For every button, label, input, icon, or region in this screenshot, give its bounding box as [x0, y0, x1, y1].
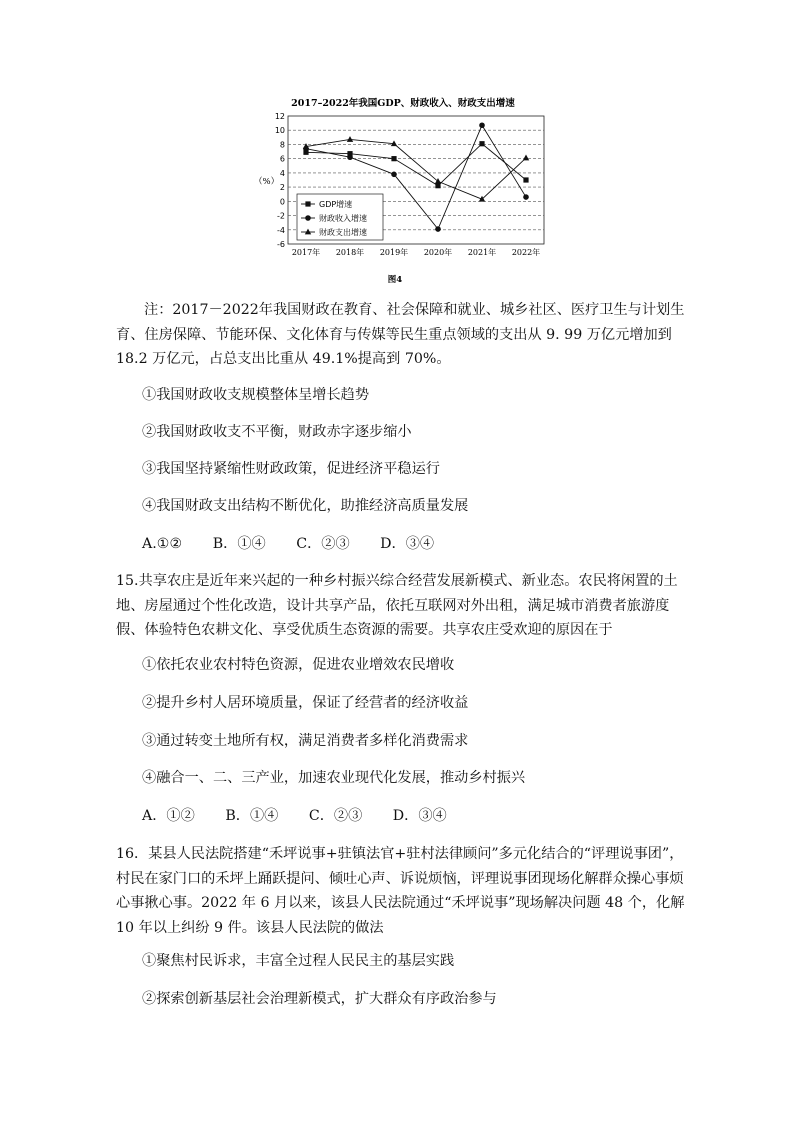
gdp-fiscal-chart [248, 96, 558, 286]
q15-stem: 15.共享农庄是近年来兴起的一种乡村振兴综合经营发展新模式、新业态。农民将闲置的土地、房屋通过个性化改造，设计共享产品，依托互联网对外出租，满足城市消费者旅游度假、体验特色农耕文化、享受优质生态资源的需要。共享农庄受欢迎的原因在于 [116, 573, 678, 638]
legend-label: 财政支出增速 [319, 228, 367, 237]
y-axis-label: （%） [254, 177, 280, 187]
x-tick-label: 2018年 [335, 248, 365, 257]
series-1-point [479, 141, 484, 146]
series-3-point [523, 155, 529, 161]
q14-option-3: ③我国坚持紧缩性财政政策，促进经济平稳运行 [142, 461, 440, 477]
q14-option-1: ①我国财政收支规模整体呈增长趋势 [142, 387, 370, 403]
q15-option-2: ②提升乡村人居环境质量，保证了经营者的经济收益 [142, 695, 469, 711]
series-2-point [479, 122, 485, 128]
q15-option-4: ④融合一、二、三产业，加速农业现代化发展，推动乡村振兴 [142, 770, 526, 786]
q15-choice-b[interactable]: B．①④ [225, 808, 279, 824]
x-tick-label: 2020年 [423, 248, 453, 257]
q14-choice-a[interactable]: A.①② [142, 536, 183, 552]
q15-option-3: ③通过转变土地所有权，满足消费者多样化消费需求 [142, 733, 469, 749]
x-tick-label: 2019年 [379, 248, 409, 257]
q14-option-2: ②我国财政收支不平衡，财政赤字逐步缩小 [142, 424, 412, 440]
chart-title: 2017–2022年我国GDP、财政收入、财政支出增速 [291, 98, 515, 109]
series-line-1 [306, 144, 526, 186]
legend-marker [305, 215, 311, 221]
series-2-point [523, 194, 529, 200]
note-paragraph: 注：2017－2022年我国财政在教育、社会保障和就业、城乡社区、医疗卫生与计划生育、住房保障、节能环保、文化体育与传媒等民生重点领域的支出从 9. 99 万亿元增加到18.2 万亿元，占总支出比重从 49.1%提高到 70%。 [116, 302, 685, 367]
x-tick-label: 2022年 [511, 248, 541, 257]
series-2-point [347, 154, 353, 160]
x-tick-label: 2017年 [291, 248, 321, 257]
figure-caption: 图4 [387, 275, 403, 285]
series-3-point [347, 136, 353, 142]
y-tick-label: 0 [279, 197, 285, 207]
x-tick-label: 2021年 [467, 248, 497, 257]
legend-label: 财政收入增速 [319, 214, 367, 223]
q14-choice-d[interactable]: D．③④ [380, 536, 435, 552]
series-3-point [435, 178, 441, 184]
y-tick-label: -6 [277, 240, 285, 249]
series-1-point [435, 183, 440, 188]
q15-choices [142, 805, 473, 827]
series-1-point [391, 156, 396, 161]
series-1-point [523, 177, 528, 182]
chart-svg [248, 96, 558, 286]
q16-option-2: ②探索创新基层社会治理新模式，扩大群众有序政治参与 [142, 991, 497, 1007]
series-2-point [391, 172, 397, 178]
q14-option-4: ④我国财政支出结构不断优化，助推经济高质量发展 [142, 498, 469, 514]
q15-choice-c[interactable]: C．②③ [308, 808, 363, 824]
legend-marker [305, 201, 310, 206]
legend-label: GDP增速 [319, 200, 353, 209]
series-line-3 [306, 139, 526, 199]
y-tick-label: -4 [277, 225, 285, 235]
q15-choice-a[interactable]: A．①② [142, 808, 195, 824]
y-tick-label: 12 [274, 112, 285, 121]
y-tick-label: -2 [277, 211, 285, 221]
y-tick-label: 6 [279, 154, 285, 164]
q16-stem: 16．某县人民法院搭建“禾坪说事+驻镇法官+驻村法律顾问”多元化结合的“评理说事团”，村民在家门口的禾坪上踊跃提问、倾吐心声、诉说烦恼，评理说事团现场化解群众操心事烦心事揪心事。2022 年 6 月以来，该县人民法院通过“禾坪说事”现场解决问题 48 个，化解 10 年以上纠纷 9 件。该县人民法院的做法 [116, 846, 685, 936]
y-tick-label: 4 [279, 168, 285, 178]
q14-choices [142, 533, 460, 555]
y-tick-label: 8 [279, 140, 285, 150]
plot-area [275, 112, 544, 257]
q14-choice-b[interactable]: B．①④ [212, 536, 266, 552]
y-tick-label: 2 [279, 183, 285, 193]
series-2-point [435, 226, 441, 232]
y-tick-label: 10 [274, 126, 285, 136]
q16-option-1: ①聚焦村民诉求，丰富全过程人民民主的基层实践 [142, 953, 455, 969]
q14-choice-c[interactable]: C．②③ [296, 536, 350, 552]
q15-choice-d[interactable]: D．③④ [392, 808, 447, 824]
q15-option-1: ①依托农业农村特色资源，促进农业增效农民增收 [142, 657, 455, 673]
